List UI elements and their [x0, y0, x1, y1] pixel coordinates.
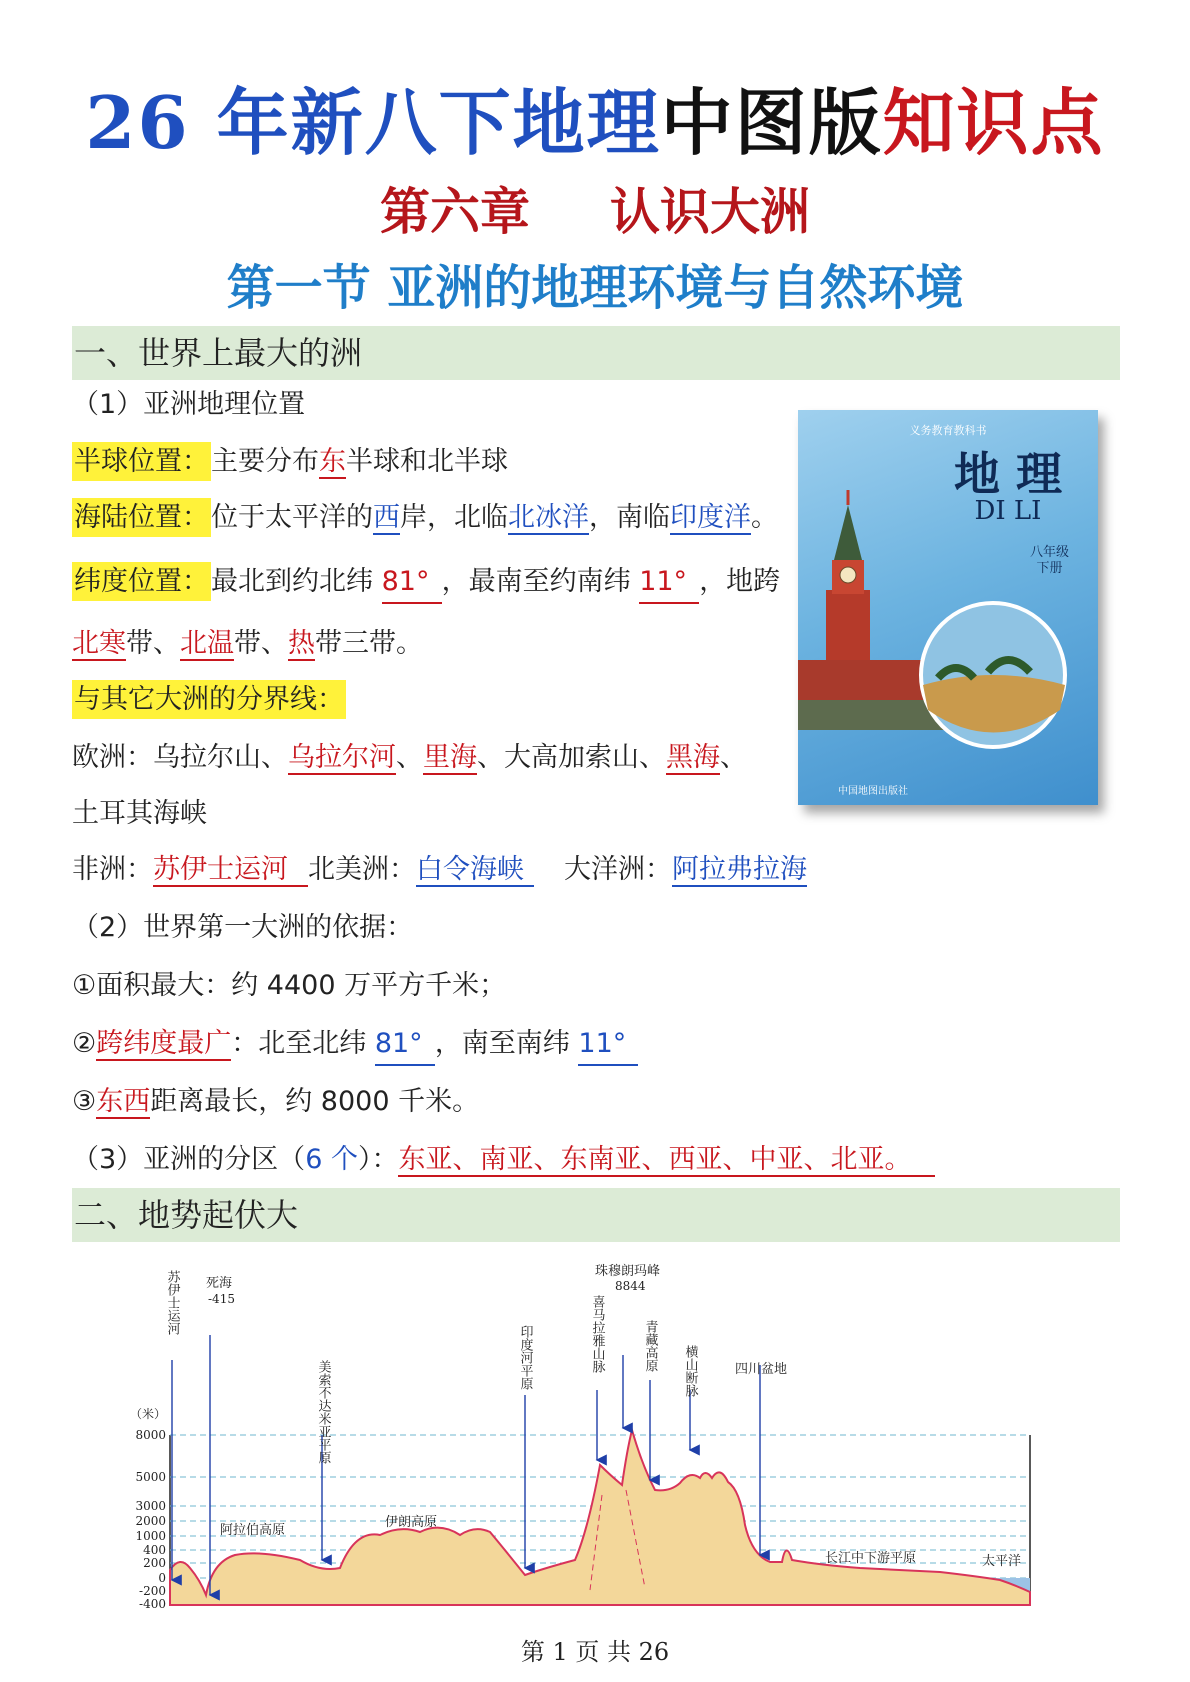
text: ，最南至约南纬 [441, 566, 640, 597]
basis-1: ①面积最大：约 4400 万平方千米； [72, 970, 507, 1001]
hemisphere-label: 半球位置： [72, 442, 211, 481]
text: 、大高加索山、 [477, 742, 666, 773]
label-hengduan: 横山断脉 [682, 1345, 698, 1397]
answer: 东西 [96, 1086, 151, 1117]
chapter-heading [0, 180, 1190, 244]
text: ，地跨 [699, 566, 781, 597]
sub-heading-regions [72, 1140, 935, 1180]
answer: 北冰洋 [508, 502, 589, 533]
book-grade-2: 下册 [1036, 561, 1063, 576]
hemisphere-line [72, 442, 508, 482]
text: 带三带。 [315, 628, 423, 659]
textbook-cover-image [798, 410, 1098, 805]
title-part3: 知识点 [882, 80, 1105, 165]
text: 。 [751, 502, 778, 533]
answer: 东 [319, 446, 346, 477]
text: ③ [72, 1086, 97, 1117]
answer: 跨纬度最广 [96, 1028, 232, 1059]
y-tick: 1000 [135, 1529, 166, 1543]
y-unit: （米） [129, 1407, 166, 1421]
answer: 北温 [180, 628, 234, 659]
label-tibet-plateau: 青藏高原 [642, 1320, 658, 1372]
label-iranian-plateau: 伊朗高原 [385, 1515, 438, 1530]
sea-land-line [72, 498, 778, 538]
text: 非洲： [72, 854, 153, 885]
answer: 11° [639, 562, 699, 604]
text: （3）亚洲的分区（ [72, 1144, 306, 1175]
book-series: 义务教育教科书 [909, 424, 987, 437]
text: 带、 [234, 628, 288, 659]
sub-heading-basis: （2）世界第一大洲的依据： [72, 912, 414, 943]
text: 主要分布 [211, 446, 319, 477]
part-one-heading: 一、世界上最大的洲 [72, 326, 1120, 380]
label-dead-sea: 死海 [206, 1276, 233, 1291]
answer: 热 [288, 628, 315, 659]
sub-heading-location: （1）亚洲地理位置 [72, 389, 306, 420]
y-tick: -200 [139, 1584, 166, 1598]
land-profile [170, 1430, 1030, 1605]
section-title: 第一节 亚洲的地理环境与自然环境 [226, 260, 964, 316]
other-boundaries-line [72, 850, 807, 890]
answer: 11° [578, 1024, 638, 1066]
y-tick: 0 [158, 1571, 166, 1585]
text: ，南至南纬 [434, 1028, 579, 1059]
text: 、 [396, 742, 423, 773]
title-part2: 中图版 [660, 80, 883, 165]
text: 岸，北临 [400, 502, 508, 533]
text: 半球和北半球 [346, 446, 508, 477]
answer: 白令海峡 [416, 854, 534, 887]
text: 最北到约北纬 [211, 566, 382, 597]
text: ）： [357, 1144, 399, 1175]
chapter-number: 第六章 [380, 182, 530, 241]
y-tick: 3000 [135, 1499, 166, 1513]
label-everest: 珠穆朗玛峰 [595, 1264, 661, 1279]
text: ② [72, 1028, 97, 1059]
label-sichuan-basin: 四川盆地 [735, 1362, 788, 1377]
boundary-line [72, 680, 346, 720]
answer: 黑海 [666, 742, 720, 773]
text: 大洋洲： [564, 854, 672, 885]
answer: 苏伊士运河 [153, 854, 308, 887]
text: ，南临 [589, 502, 670, 533]
y-tick: 8000 [135, 1428, 166, 1442]
answer: 西 [373, 502, 400, 533]
label-dead-sea-height: -415 [208, 1292, 235, 1306]
chapter-name: 认识大洲 [610, 182, 810, 241]
cover-illustration [798, 410, 1098, 805]
terrain-profile-diagram [0, 1250, 1190, 1630]
europe-line-cont: 土耳其海峡 [72, 798, 207, 829]
main-title [0, 78, 1190, 168]
book-title: 地 理 [953, 447, 1062, 501]
label-yangtze-plain: 长江中下游平原 [825, 1551, 917, 1566]
y-tick: 200 [143, 1556, 166, 1570]
boundary-label: 与其它大洲的分界线： [72, 680, 346, 719]
answer: 81° [382, 562, 442, 604]
sea-land-label: 海陆位置： [72, 498, 211, 537]
text: 欧洲：乌拉尔山、 [72, 742, 288, 773]
y-tick: 2000 [135, 1514, 166, 1528]
label-suez: 苏伊士运河 [164, 1270, 180, 1335]
answer: 阿拉弗拉海 [672, 854, 807, 885]
basis-3 [72, 1082, 479, 1122]
europe-line [72, 738, 747, 778]
text: ：北至北纬 [231, 1028, 375, 1059]
answer: 里海 [423, 742, 477, 773]
label-himalaya: 喜马拉雅山脉 [589, 1295, 605, 1373]
region-count: 6 个 [305, 1144, 358, 1175]
y-tick: -400 [139, 1597, 166, 1611]
book-publisher: 中国地图出版社 [838, 786, 908, 797]
answer: 北寒 [72, 628, 126, 659]
label-indus-plain: 印度河平原 [517, 1325, 533, 1390]
label-mesopotamia: 美索不达米亚平原 [315, 1360, 331, 1464]
basis-2 [72, 1024, 638, 1066]
text: 位于太平洋的 [211, 502, 373, 533]
title-part1: 26 年新八下地理 [85, 80, 661, 165]
y-tick: 400 [143, 1543, 166, 1557]
latitude-label: 纬度位置： [72, 562, 211, 601]
page-footer: 第 1 页 共 26 [520, 1638, 670, 1666]
y-tick: 5000 [135, 1470, 166, 1484]
answer: 印度洋 [670, 502, 751, 533]
text: 、 [720, 742, 747, 773]
text: 距离最长，约 8000 千米。 [150, 1086, 480, 1117]
part-two-heading: 二、地势起伏大 [72, 1188, 1120, 1242]
answer: 乌拉尔河 [288, 742, 396, 773]
text: 带、 [126, 628, 180, 659]
book-grade-1: 八年级 [1030, 545, 1070, 560]
zones-line [72, 624, 423, 664]
latitude-line [72, 562, 780, 604]
label-pacific: 太平洋 [982, 1554, 1022, 1569]
book-pinyin: DI LI [974, 496, 1042, 526]
label-everest-height: 8844 [615, 1279, 646, 1293]
answer: 东亚、南亚、东南亚、西亚、中亚、北亚。 [398, 1144, 935, 1177]
answer: 81° [375, 1024, 435, 1066]
text: 北美洲： [308, 854, 416, 885]
label-arabian-plateau: 阿拉伯高原 [220, 1523, 286, 1538]
